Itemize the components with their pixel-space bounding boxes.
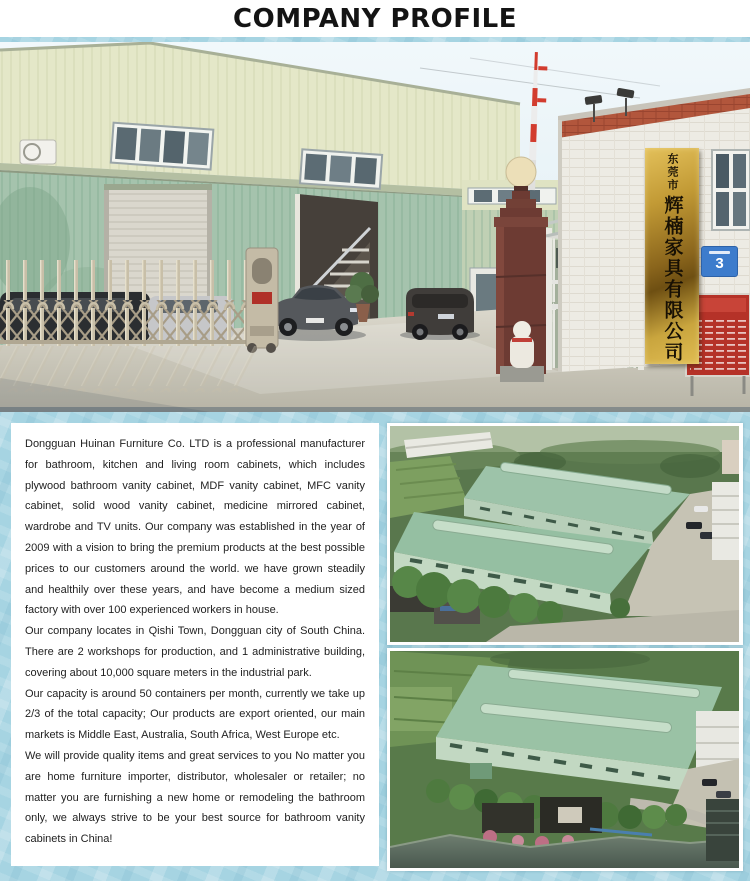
profile-paragraph-3: Our capacity is around 50 containers per month, currently we take up 2/3 of the total capacity; Our products are export oriented, our main markets is Middle East, Australia, South Africa, West Europe etc. bbox=[25, 687, 365, 742]
profile-paragraph-4: We will provide quality items and great services to you No matter you are home furniture importer, distributor, wholesaler or retailer; no matter you are furnishing a new home or remodeling the bathroom only, we always strive to be your best source for bathroom vanity cabinets in China! bbox=[25, 749, 365, 846]
factory-entrance-scene bbox=[0, 42, 750, 412]
address-plate bbox=[701, 246, 738, 277]
page-title: COMPANY PROFILE bbox=[233, 3, 517, 34]
plate-number: 3 bbox=[715, 255, 724, 272]
plate-street-text bbox=[709, 251, 730, 254]
aerial-photo-column bbox=[387, 423, 743, 871]
sign-city-text: 东莞市 bbox=[666, 153, 678, 192]
profile-paragraph-2: Our company locates in Qishi Town, Dongguan city of South China. There are 2 workshops for production, and 1 administrative building, covering about 10,000 square meters in the industrial park. bbox=[25, 625, 365, 679]
building-window bbox=[712, 150, 750, 230]
page-header bbox=[0, 0, 750, 37]
window-strip-2 bbox=[300, 149, 382, 188]
ball-lamp bbox=[506, 157, 536, 187]
sign-company-text: 辉楠家具有限公司 bbox=[661, 195, 683, 363]
factory-entrance-photo bbox=[0, 42, 750, 412]
ac-unit bbox=[20, 140, 56, 164]
aerial-view-1 bbox=[390, 426, 739, 642]
retractable-gate bbox=[0, 248, 278, 353]
gate-motor-unit bbox=[246, 248, 278, 353]
aerial-photo-2 bbox=[387, 648, 743, 871]
company-sign bbox=[645, 148, 699, 364]
aerial-photo-1 bbox=[387, 423, 743, 645]
aerial-view-2 bbox=[390, 651, 739, 868]
company-description-panel bbox=[11, 423, 379, 866]
profile-paragraph-1: Dongguan Huinan Furniture Co. LTD is a professional manufacturer for bathroom, kitchen and living room cabinets, which includes plywood bathroom vanity cabinet, MDF vanity cabinet, MFC vanity cabinet, solid wood vanity cabinet, medicine mirrored cabinet, wardrobe and TV units. Our company was established in the year of 2009 with a vision to bring the premium products at the best possible prices to our customers around the world. we have grown steadily and healthily over these years, and have become a medium sized factory with over 100 experienced workers in house. bbox=[25, 438, 365, 617]
minivan-car bbox=[400, 288, 480, 340]
window-strip bbox=[111, 123, 214, 170]
